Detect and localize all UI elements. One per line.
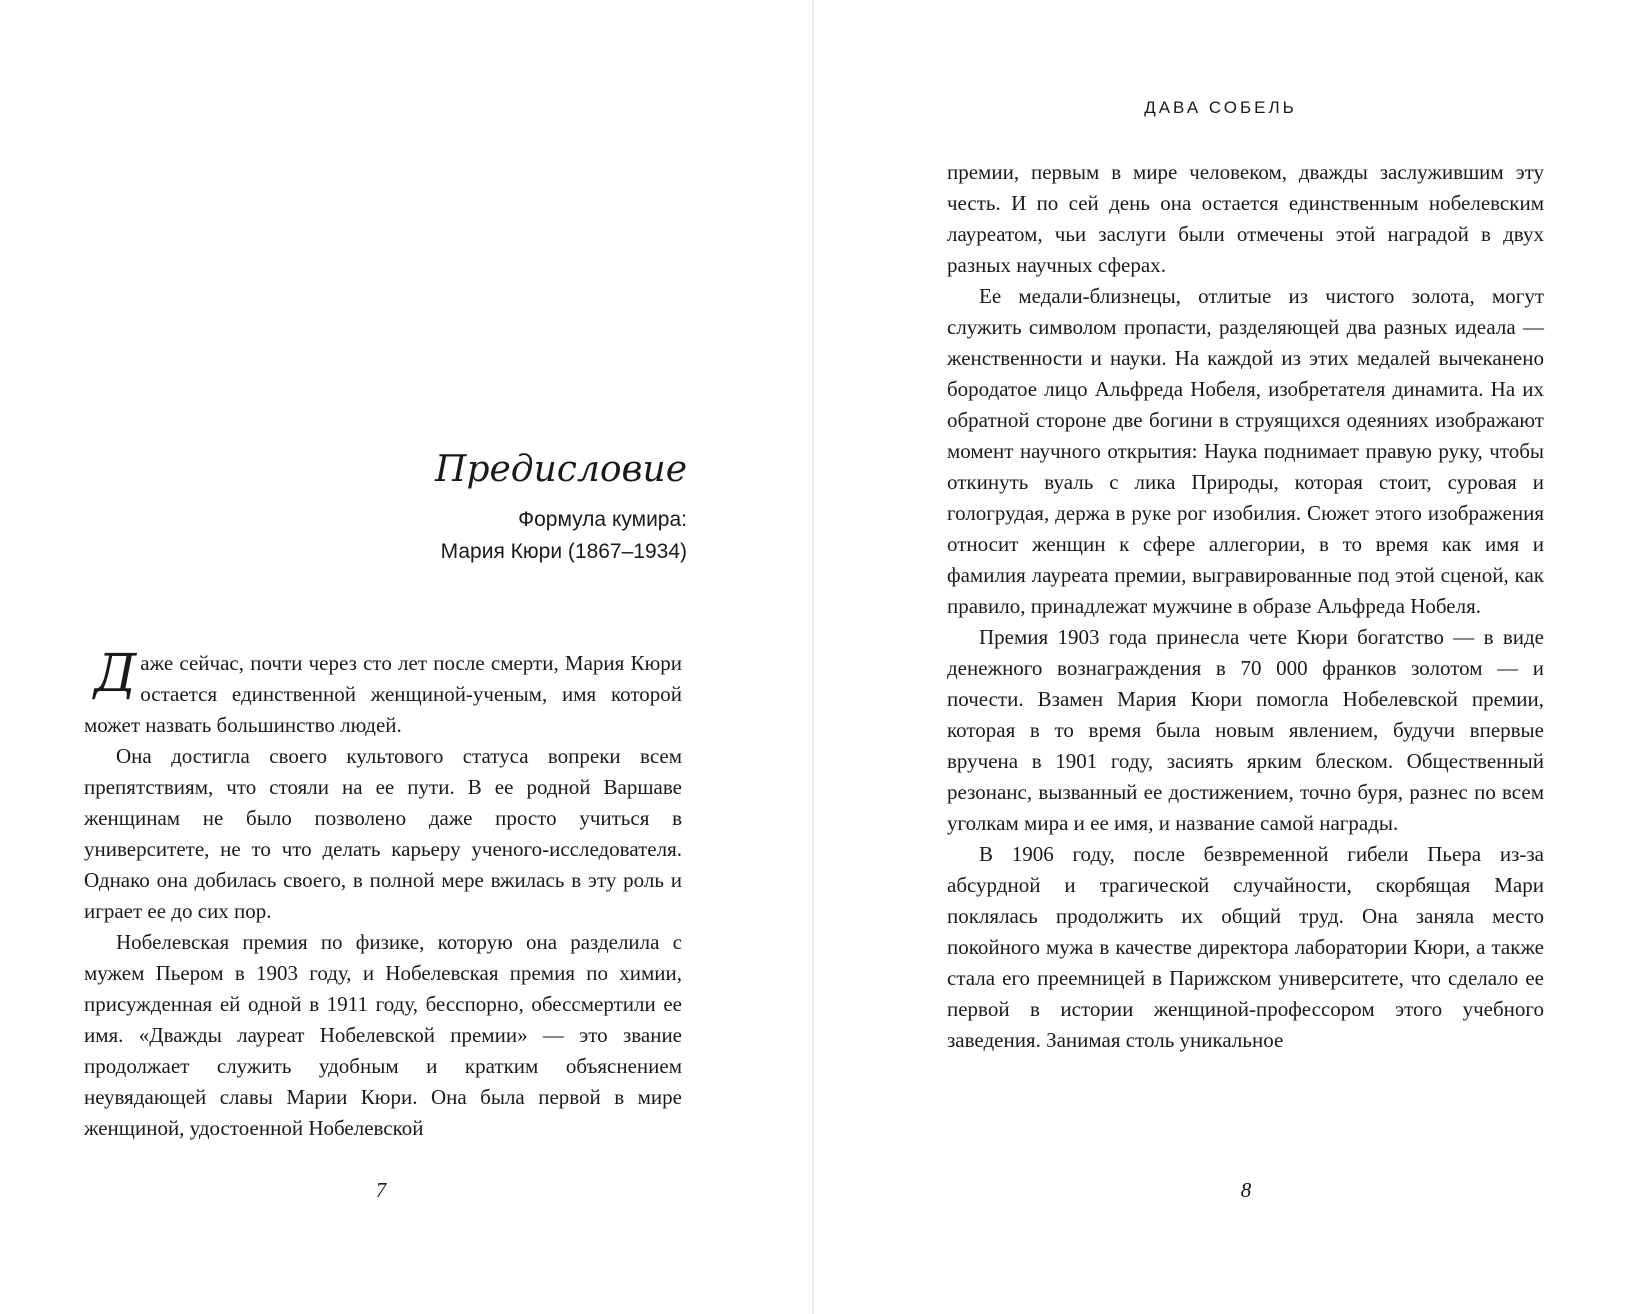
left-body-text	[84, 644, 682, 1144]
paragraph-text: аже сейчас, почти через сто лет после смерти, Мария Кюри остается единственной женщиной-ученым, имя которой может назвать большинство людей.	[84, 651, 682, 737]
page-number: 8	[1240, 1178, 1252, 1202]
drop-cap: Д	[94, 644, 137, 704]
chapter-subtitle-line-2: Мария Кюри (1867–1934)	[440, 540, 687, 563]
paragraph: Нобелевская премия по физике, которую она разделила с мужем Пьером в 1903 году, и Нобелевская премия по химии, присужденная ей одной в 1911 году, бесспорно, обессмертили ее имя. «Дважды лауреат Нобелевской премии» — это звание продолжает служить удобным и кратким объяснением неувядающей славы Марии Кюри. Она была первой в мире женщиной, удостоенной Нобелевской	[84, 930, 682, 1140]
paragraph: Премия 1903 года принесла чете Кюри богатство — в виде денежного вознаграждения в 70 000 франков золотом — и почести. Взамен Мария Кюри помогла Нобелевской премии, которая в то время была новым явлением, будучи впервые вручена в 1901 году, засиять ярким блеском. Общественный резонанс, вызванный ее достижением, точно буря, разнес по всем уголкам мира и ее имя, и название самой награды.	[947, 625, 1544, 835]
chapter-heading	[435, 450, 687, 568]
paragraph: премии, первым в мире человеком, дважды заслужившим эту честь. И по сей день она остается единственным нобелевским лауреатом, чьи заслуги были отмечены этой наградой в двух разных научных сферах.	[947, 160, 1544, 277]
paragraph: Ее медали-близнецы, отлитые из чистого золота, могут служить символом пропасти, разделяющей два разных идеала — женственности и науки. На каждой из этих медалей вычеканено бородатое лицо Альфреда Нобеля, изобретателя динамита. На их обратной стороне две богини в струящихся одеяниях изображают момент научного открытия: Наука поднимает правую руку, чтобы откинуть вуаль с лика Природы, которая стоит, суровая и гологрудая, держа в руке рог изобилия. Сюжет этого изображения относит женщин к сфере аллегории, в то время как имя и фамилия лауреата премии, выгравированные под этой сценой, как правило, принадлежат мужчине в образе Альфреда Нобеля.	[947, 284, 1544, 618]
running-head: ДАВА СОБЕЛЬ	[1144, 98, 1297, 117]
page-number: 7	[375, 1178, 387, 1202]
chapter-title: Предисловие	[435, 449, 687, 490]
paragraph: Она достигла своего культового статуса вопреки всем препятствиям, что стояли на ее пути. В ее родной Варшаве женщинам не было позволено даже просто учиться в университете, не то что делать карьеру ученого-исследователя. Однако она добилась своего, в полной мере вжилась в эту роль и играет ее до сих пор.	[84, 744, 682, 923]
left-page	[0, 0, 813, 1314]
paragraph	[84, 644, 682, 741]
right-body-text	[947, 157, 1544, 1056]
chapter-subtitle-line-1: Формула кумира:	[518, 508, 687, 531]
paragraph: В 1906 году, после безвременной гибели Пьера из-за абсурдной и трагической случайности, скорбящая Мари поклялась продолжить их общий труд. Она заняла место покойного мужа в качестве директора лаборатории Кюри, а также стала его преемницей в Парижском университете, что сделало ее первой в истории женщиной-профессором этого учебного заведения. Занимая столь уникальное	[947, 842, 1544, 1052]
